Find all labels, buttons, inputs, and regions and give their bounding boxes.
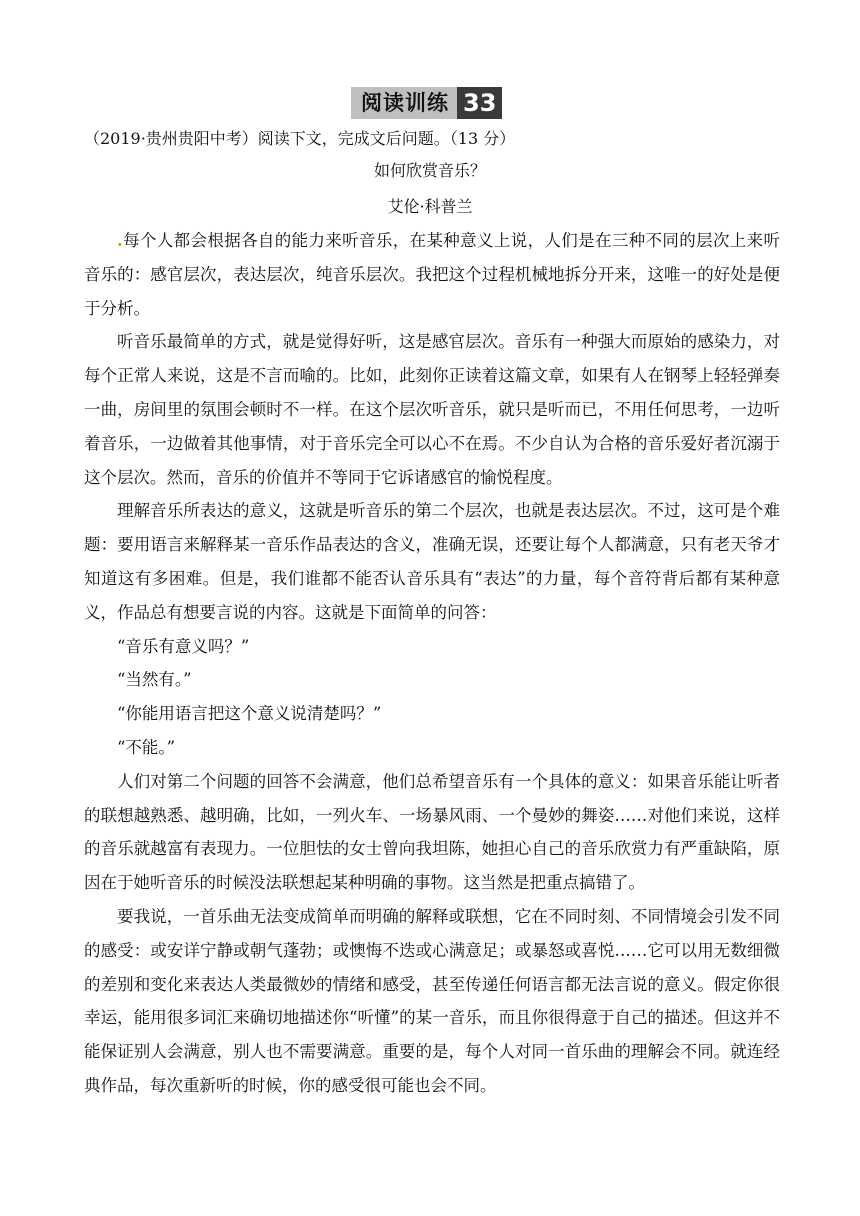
article-author: 艾伦·科普兰 bbox=[387, 197, 473, 216]
dialogue-line-3: “你能用语言把这个意义说清楚吗？” bbox=[117, 704, 382, 724]
dialogue-line-4: “不能。” bbox=[117, 737, 176, 757]
exercise-badge bbox=[351, 87, 502, 119]
paragraph-2: 听音乐最简单的方式，就是觉得好听，这是感官层次。音乐有一种强大而原始的感染力，对每个正常人来说，这是不言而喻的。比如，此刻你正读着这篇文章，如果有人在钢琴上轻轻弹奏一曲，房间里的氛围会顿时不一样。在这个层次听音乐，就只是听而已，不用任何思考，一边听着音乐，一边做着其他事情，对于音乐完全可以心不在焉。不少自认为合格的音乐爱好者沉溺于这个层次。然而，音乐的价值并不等同于它诉诸感官的愉悦程度。 bbox=[84, 332, 780, 487]
question-intro: （2019·贵州贵阳中考）阅读下文，完成文后问题。（13 分） bbox=[84, 129, 516, 148]
marker-dot-icon: . bbox=[117, 231, 123, 250]
paragraph-5: 要我说，一首乐曲无法变成简单而明确的解释或联想，它在不同时刻、不同情境会引发不同的感受：或安详宁静或朝气蓬勃；或懊悔不迭或心满意足；或暴怒或喜悦……它可以用无数细微的差别和变化来表达人类最微妙的情绪和感受，甚至传递任何语言都无法言说的意义。假定你很幸运，能用很多词汇来确切地描述你“听懂”的某一音乐，而且你很得意于自己的描述。但这并不能保证别人会满意，别人也不需要满意。重要的是，每个人对同一首乐曲的理解会不同。就连经典作品，每次重新听的时候，你的感受很可能也会不同。 bbox=[84, 906, 780, 1095]
paragraph-4: 人们对第二个问题的回答不会满意，他们总希望音乐有一个具体的意义：如果音乐能让听者的联想越熟悉、越明确，比如，一列火车、一场暴风雨、一个曼妙的舞姿……对他们来说，这样的音乐就越富有表现力。一位胆怯的女士曾向我坦陈，她担心自己的音乐欣赏力有严重缺陷，原因在于她听音乐的时候没法联想起某种明确的事物。这当然是把重点搞错了。 bbox=[84, 771, 780, 893]
article-title: 如何欣赏音乐？ bbox=[373, 161, 486, 180]
paragraph-1: .每个人都会根据各自的能力来听音乐，在某种意义上说，人们是在三种不同的层次上来听音乐的：感官层次，表达层次，纯音乐层次。我把这个过程机械地拆分开来，这唯一的好处是便于分析。 bbox=[84, 231, 780, 318]
paragraph-3: 理解音乐所表达的意义，这就是听音乐的第二个层次，也就是表达层次。不过，这可是个难题：要用语言来解释某一音乐作品表达的含义，准确无误，还要让每个人都满意，只有老天爷才知道这有多困难。但是，我们谁都不能否认音乐具有“表达”的力量，每个音符背后都有某种意义，作品总有想要言说的内容。这就是下面简单的问答： bbox=[84, 501, 780, 622]
exercise-title: 阅读训练 bbox=[351, 87, 457, 119]
article-body bbox=[84, 224, 780, 1103]
dialogue-line-2: “当然有。” bbox=[117, 670, 192, 690]
exercise-number: 33 bbox=[457, 87, 502, 119]
dialogue-line-1: “音乐有意义吗？” bbox=[117, 636, 250, 656]
